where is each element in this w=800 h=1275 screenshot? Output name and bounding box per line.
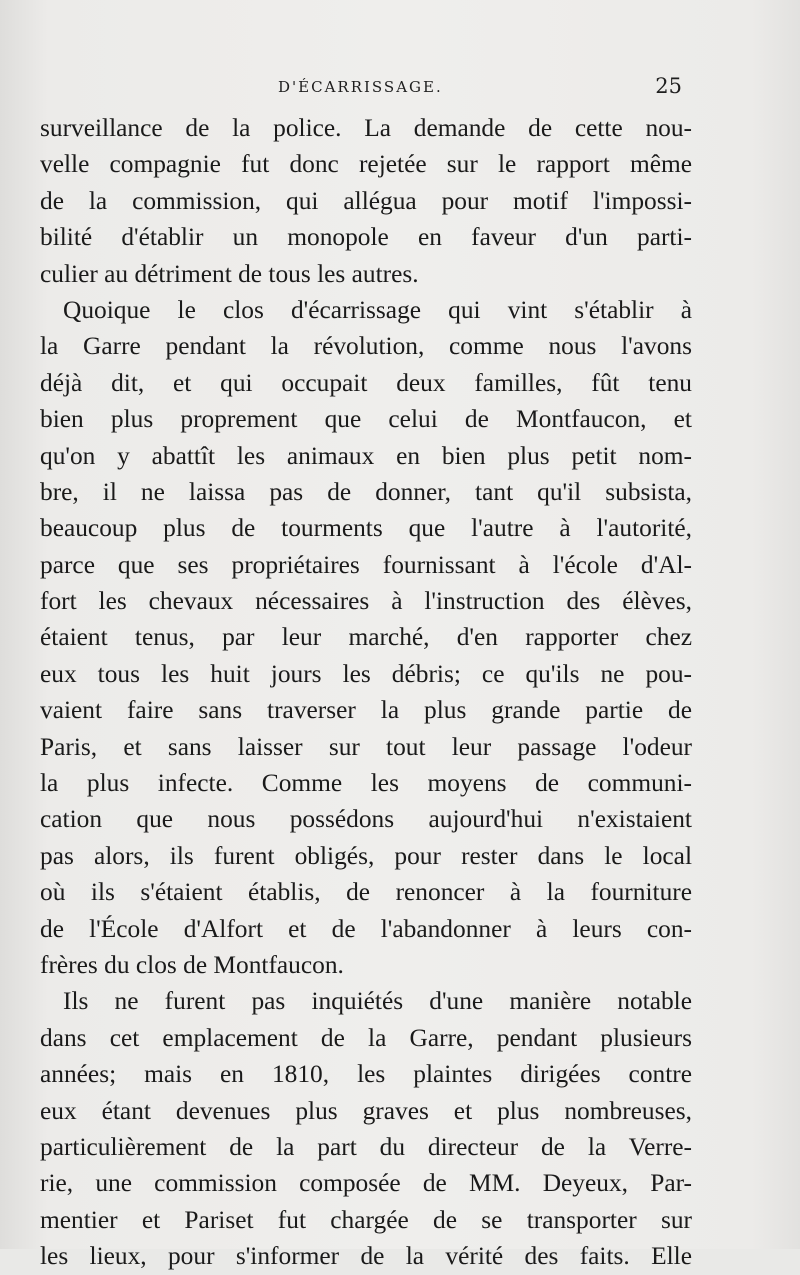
text-line: fort les chevaux nécessaires à l'instruction des élèves, <box>40 587 692 616</box>
page-number: 25 <box>655 74 682 98</box>
text-line: années; mais en 1810, les plaintes dirigées contre <box>40 1060 692 1089</box>
body-text <box>40 110 692 1275</box>
text-line: surveillance de la police. La demande de cette nou- <box>40 114 692 142</box>
page-header <box>40 74 690 104</box>
text-line: étaient tenus, par leur marché, d'en rapporter chez <box>40 623 692 652</box>
text-line: dans cet emplacement de la Garre, pendant plusieurs <box>40 1023 692 1052</box>
text-line: rie, une commission composée de MM. Deyeux, Par- <box>40 1169 692 1198</box>
text-line: eux étant devenues plus graves et plus nombreuses, <box>40 1096 692 1125</box>
text-line: la Garre pendant la révolution, comme nous l'avons <box>40 332 692 361</box>
text-line: particulièrement de la part du directeur de la Verre- <box>40 1132 692 1161</box>
text-line: Paris, et sans laisser sur tout leur passage l'odeur <box>40 732 692 761</box>
text-line: beaucoup plus de tourments que l'autre à l'autorité, <box>40 514 692 543</box>
text-line: bilité d'établir un monopole en faveur d'un parti- <box>40 223 692 252</box>
text-line: qu'on y abattît les animaux en bien plus petit nom- <box>40 441 692 470</box>
text-line: mentier et Pariset fut chargée de se transporter sur <box>40 1205 692 1234</box>
text-line: Quoique le clos d'écarrissage qui vint s'établir à <box>63 295 692 324</box>
text-line: où ils s'étaient établis, de renoncer à la fourniture <box>40 878 692 907</box>
text-line: bre, il ne laissa pas de donner, tant qu'il subsista, <box>40 477 692 506</box>
text-line: parce que ses propriétaires fournissant à l'école d'Al- <box>40 550 692 579</box>
text-line: déjà dit, et qui occupait deux familles, fût tenu <box>40 368 692 397</box>
text-line: bien plus proprement que celui de Montfaucon, et <box>40 405 692 434</box>
text-line: vaient faire sans traverser la plus grande partie de <box>40 696 692 725</box>
text-line: de la commission, qui allégua pour motif l'impossi- <box>40 186 692 215</box>
text-line: cation que nous possédons aujourd'hui n'existaient <box>40 805 692 834</box>
text-line: de l'École d'Alfort et de l'abandonner à leurs con- <box>40 914 692 943</box>
text-line: les lieux, pour s'informer de la vérité des faits. Elle <box>40 1242 692 1271</box>
running-head: D'ÉCARRISSAGE. <box>278 78 443 96</box>
text-line: velle compagnie fut donc rejetée sur le rapport même <box>40 150 692 179</box>
text-line: eux tous les huit jours les débris; ce qu'ils ne pou- <box>40 659 692 688</box>
text-line: pas alors, ils furent obligés, pour rester dans le local <box>40 841 692 870</box>
text-line: la plus infecte. Comme les moyens de communi- <box>40 769 692 798</box>
text-line: culier au détriment de tous les autres. <box>40 259 419 288</box>
text-line: Ils ne furent pas inquiétés d'une manière notable <box>63 987 692 1016</box>
text-line: frères du clos de Montfaucon. <box>40 950 344 979</box>
